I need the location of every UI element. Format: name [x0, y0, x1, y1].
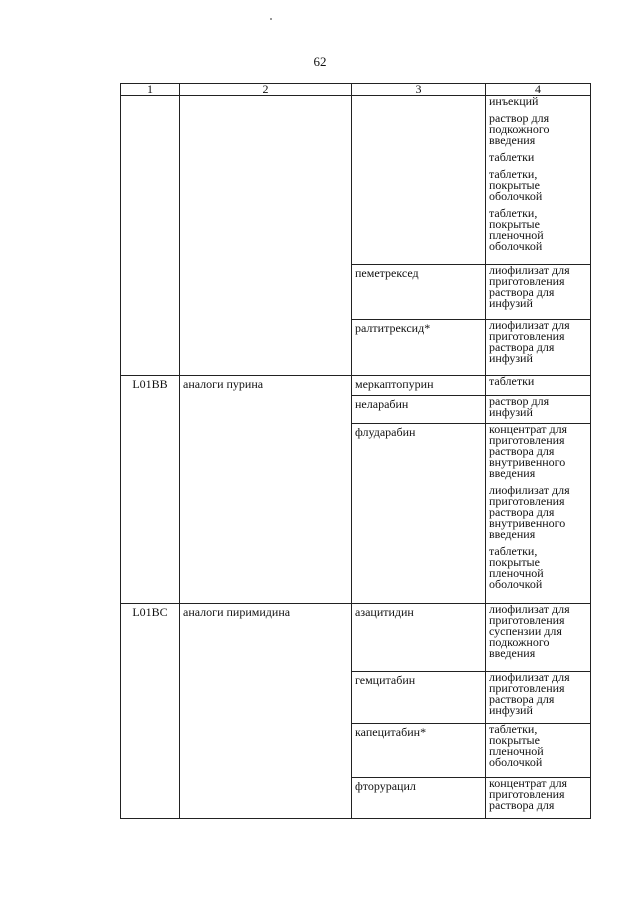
table-row — [121, 604, 591, 672]
drug-cell — [352, 96, 486, 265]
header-col-2: 2 — [180, 84, 352, 96]
dosage-form: концентрат для приготовления раствора для внутривенного введения — [489, 422, 568, 480]
drug-name: гемцитабин — [352, 672, 486, 724]
drug-name: флударабин — [352, 424, 486, 604]
header-col-1: 1 — [121, 84, 180, 96]
header-col-4: 4 — [486, 84, 591, 96]
dosage-form: таблетки — [489, 374, 535, 388]
dosage-form: концентрат для приготовления раствора для — [489, 776, 568, 812]
forms-cell — [486, 265, 591, 320]
dosage-form: таблетки — [489, 150, 535, 164]
dosage-form: таблетки, покрытые пленочной оболочкой — [489, 544, 544, 591]
dosage-form: лиофилизат для приготовления раствора для инфузий — [489, 263, 570, 310]
drug-table — [120, 83, 591, 819]
group-cell — [180, 96, 352, 376]
forms-cell — [486, 604, 591, 672]
table-row — [121, 376, 591, 396]
forms-cell — [486, 672, 591, 724]
group-name: аналоги пиримидина — [180, 604, 352, 819]
forms-cell — [486, 376, 591, 396]
forms-cell — [486, 396, 591, 424]
dosage-form: инъекций — [489, 94, 539, 108]
atc-code: L01BB — [121, 376, 180, 604]
table-row — [121, 96, 591, 265]
drug-name: капецитабин* — [352, 724, 486, 778]
dosage-form: раствор для подкожного введения — [489, 111, 550, 147]
forms-cell — [486, 96, 591, 265]
dosage-form: лиофилизат для приготовления раствора для инфузий — [489, 670, 570, 717]
forms-cell — [486, 724, 591, 778]
drug-name: азацитидин — [352, 604, 486, 672]
dosage-form: таблетки, покрытые пленочной оболочкой — [489, 722, 544, 769]
dosage-form: таблетки, покрытые оболочкой — [489, 167, 543, 203]
dosage-form: лиофилизат для приготовления суспензии для подкожного введения — [489, 602, 570, 660]
header-col-3: 3 — [352, 84, 486, 96]
drug-name: пеметрексед — [352, 265, 486, 320]
dosage-form: таблетки, покрытые пленочной оболочкой — [489, 206, 544, 253]
forms-cell — [486, 778, 591, 819]
forms-cell — [486, 320, 591, 376]
page-number: 62 — [313, 54, 327, 69]
forms-cell — [486, 424, 591, 604]
dosage-form: лиофилизат для приготовления раствора для инфузий — [489, 318, 570, 365]
scan-speck — [270, 18, 272, 20]
dosage-form: раствор для инфузий — [489, 394, 550, 419]
drug-name: меркаптопурин — [352, 376, 486, 396]
dosage-form: лиофилизат для приготовления раствора для внутривенного введения — [489, 483, 570, 541]
drug-name: неларабин — [352, 396, 486, 424]
group-name: аналоги пурина — [180, 376, 352, 604]
atc-code: L01BC — [121, 604, 180, 819]
drug-name: ралтитрексид* — [352, 320, 486, 376]
atc-code-cell — [121, 96, 180, 376]
drug-name: фторурацил — [352, 778, 486, 819]
